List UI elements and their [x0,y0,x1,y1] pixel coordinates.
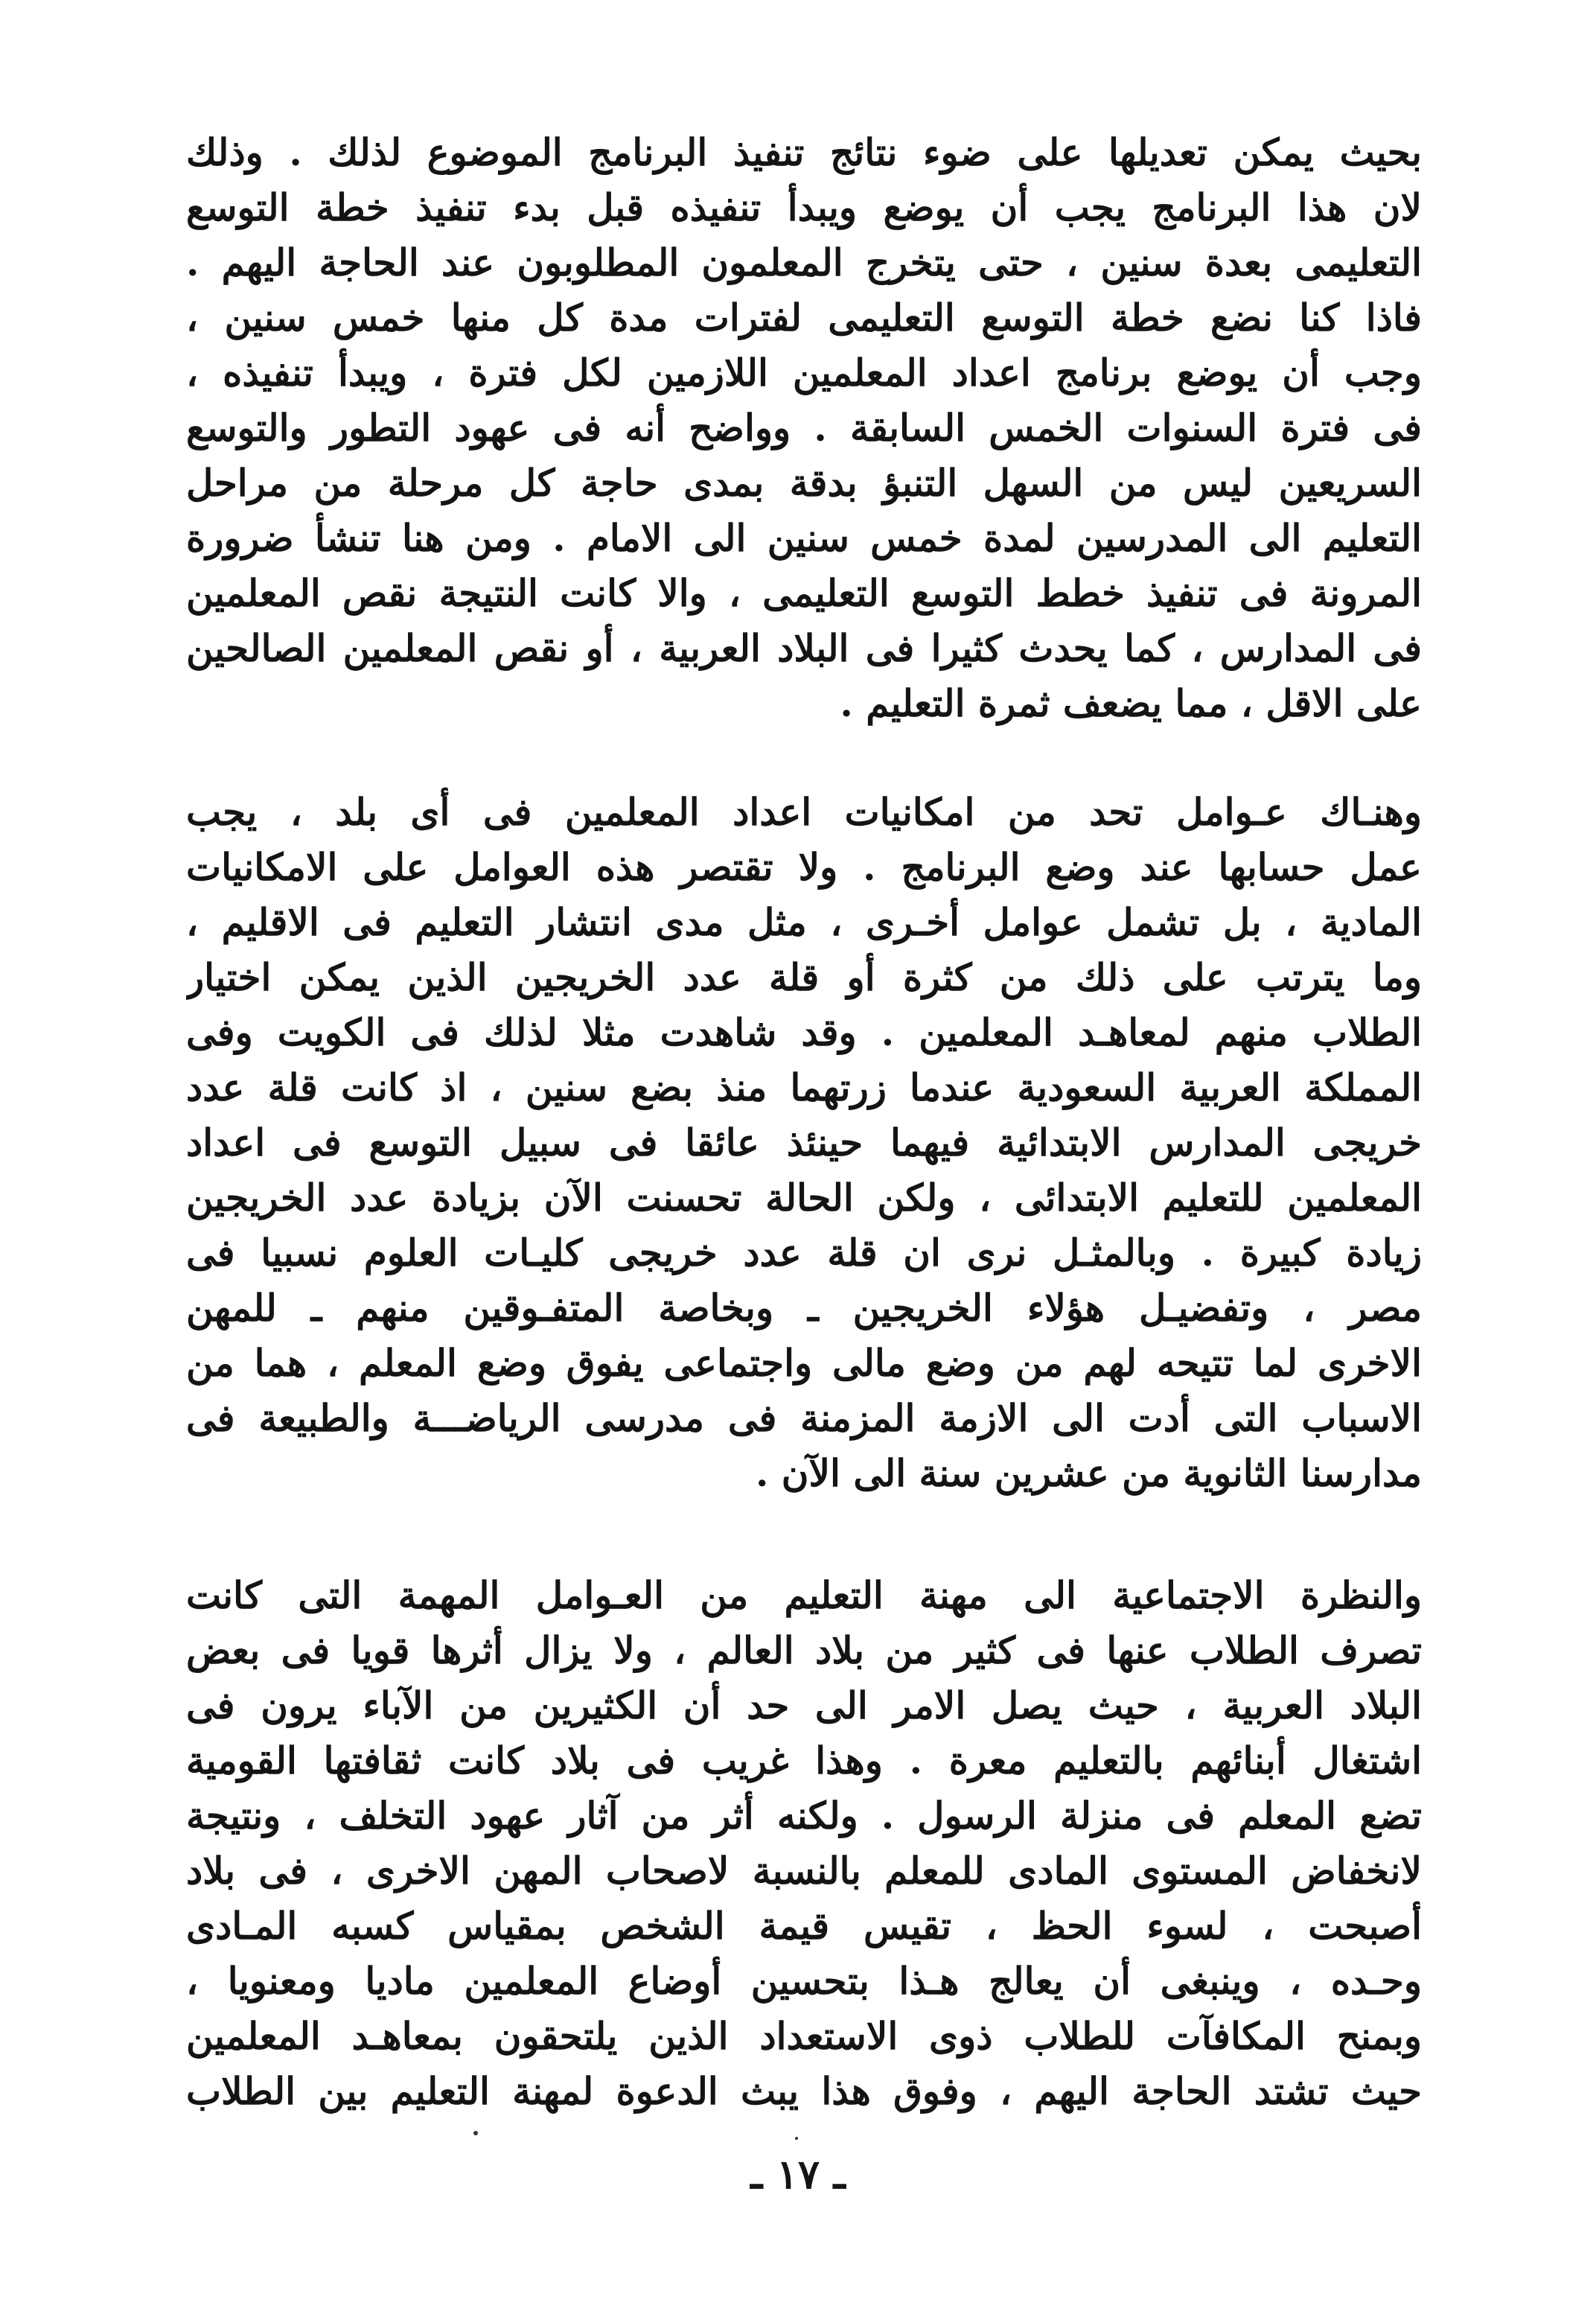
text-line: مدارسنا الثانوية من عشرين سنة الى الآن . [755,1451,1422,1495]
text-line: السريعين ليس من السهل التنبؤ بدقة بمدى حاجة كل مرحلة من مراحل [186,461,1422,505]
text-line: وما يترتب على ذلك من كثرة أو قلة عدد الخريجين الذين يمكن اختيار [186,955,1422,999]
paragraph-1 [186,125,1422,731]
text-line: التعليمى بعدة سنين ، حتى يتخرج المعلمون المطلوبون عند الحاجة اليهم . [186,240,1422,284]
text-line: المعلمين للتعليم الابتدائى ، ولكن الحالة تحسنت الآن بزيادة عدد الخريجين [186,1176,1422,1220]
text-line: المملكة العربية السعودية عندما زرتهما منذ بضع سنين ، اذ كانت قلة عدد [186,1065,1422,1109]
text-line: فى المدارس ، كما يحدث كثيرا فى البلاد العربية ، أو نقص المعلمين الصالحين [186,626,1422,670]
text-line: على الاقل ، مما يضعف ثمرة التعليم . [840,681,1422,725]
text-line: لان هذا البرنامج يجب أن يوضع ويبدأ تنفيذه قبل بدء تنفيذ خطة التوسع [186,185,1422,229]
paragraph-2 [186,785,1422,1501]
text-line: وجب أن يوضع برنامج اعداد المعلمين اللازمين لكل فترة ، ويبدأ تنفيذه ، [186,351,1422,395]
paragraph-3 [186,1568,1422,2119]
text-line: الاسباب التى أدت الى الازمة المزمنة فى مدرسى الرياضـــة والطبيعة فى [186,1396,1422,1440]
text-line: مصر ، وتفضيـل هؤلاء الخريجين ـ وبخاصة المتفـوقين منهم ـ للمهن [186,1286,1422,1330]
text-line: المادية ، بل تشمل عوامل أخـرى ، مثل مدى انتشار التعليم فى الاقليم ، [186,900,1422,944]
text-line: وحـده ، وينبغى أن يعالج هـذا بتحسين أوضاع المعلمين ماديا ومعنويا ، [186,1959,1422,2003]
text-line: البلاد العربية ، حيث يصل الامر الى حد أن الكثيرين من الآباء يرون فى [186,1683,1422,1727]
text-line: وهنـاك عـوامل تحد من امكانيات اعداد المعلمين فى أى بلد ، يجب [186,790,1422,834]
text-line: التعليم الى المدرسين لمدة خمس سنين الى الامام . ومن هنا تنشأ ضرورة [186,516,1422,560]
text-line: فى فترة السنوات الخمس السابقة . وواضح أنه فى عهود التطور والتوسع [186,406,1422,450]
text-line: فاذا كنا نضع خطة التوسع التعليمى لفترات مدة كل منها خمس سنين ، [186,296,1422,340]
text-line: عمل حسابها عند وضع البرنامج . ولا تقتصر هذه العوامل على الامكانيات [186,845,1422,889]
text-line: خريجى المدارس الابتدائية فيهما حينئذ عائقا فى سبيل التوسع فى اعداد [186,1121,1422,1164]
text-line: تضع المعلم فى منزلة الرسول . ولكنه أثر من آثار عهود التخلف ، ونتيجة [186,1794,1422,1838]
text-line: زيادة كبيرة . وبالمثـل نرى ان قلة عدد خريجى كليـات العلوم نسبيا فى [186,1231,1422,1275]
scan-speck [795,2137,798,2140]
text-line: تصرف الطلاب عنها فى كثير من بلاد العالم ، ولا يزال أثرها قويا فى بعض [186,1628,1422,1672]
text-line: أصبحت ، لسوء الحظ ، تقيس قيمة الشخص بمقياس كسبه المـادى [186,1904,1422,1948]
text-line: والنظرة الاجتماعية الى مهنة التعليم من العـوامل المهمة التى كانت [186,1573,1422,1617]
scan-speck [473,2131,478,2135]
text-line: حيث تشتد الحاجة اليهم ، وفوق هذا يبث الدعوة لمهنة التعليم بين الطلاب [186,2069,1422,2113]
text-line: بحيث يمكن تعديلها على ضوء نتائج تنفيذ البرنامج الموضوع لذلك . وذلك [186,130,1422,174]
text-line: المرونة فى تنفيذ خطط التوسع التعليمى ، والا كانت النتيجة نقص المعلمين [186,571,1422,615]
page-number: ـ ١٧ ـ [750,2150,846,2198]
text-line: وبمنح المكافآت للطلاب ذوى الاستعداد الذين يلتحقون بمعاهـد المعلمين [186,2014,1422,2058]
text-line: اشتغال أبنائهم بالتعليم معرة . وهذا غريب فى بلاد كانت ثقافتها القومية [186,1739,1422,1782]
text-line: لانخفاض المستوى المادى للمعلم بالنسبة لاصحاب المهن الاخرى ، فى بلاد [186,1849,1422,1893]
text-line: الاخرى لما تتيحه لهم من وضع مالى واجتماعى يفوق وضع المعلم ، هما من [186,1341,1422,1385]
text-line: الطلاب منهم لمعاهـد المعلمين . وقد شاهدت مثلا لذلك فى الكويت وفى [186,1010,1422,1054]
